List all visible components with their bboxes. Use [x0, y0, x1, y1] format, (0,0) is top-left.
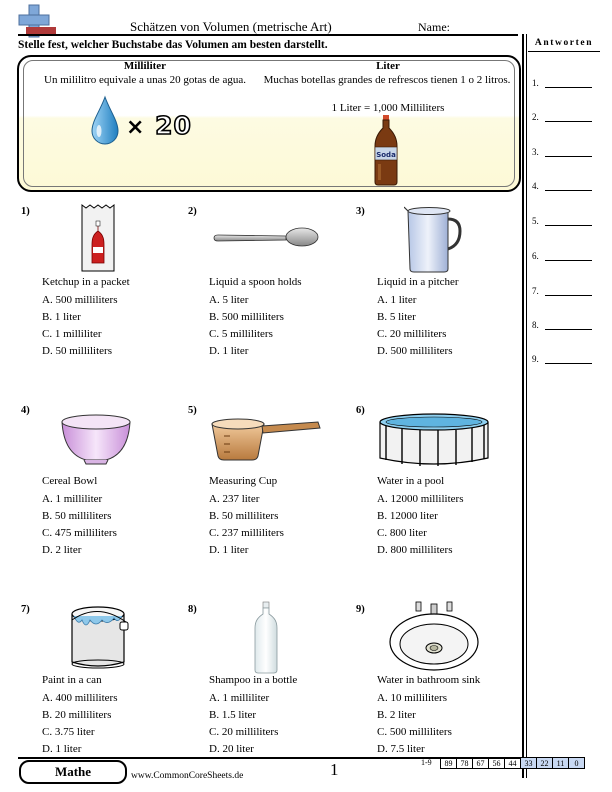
name-label: Name:: [418, 20, 450, 34]
choice-d: D. 500 milliliters: [377, 345, 453, 357]
answer-blank[interactable]: [545, 87, 592, 88]
instructions: Stelle fest, welcher Buchstabe das Volumen am besten darstellt.: [18, 39, 328, 51]
question-title: Shampoo in a bottle: [209, 674, 298, 686]
answer-blank[interactable]: [545, 329, 592, 330]
answer-number: 4.: [532, 181, 539, 191]
choice-c: C. 3.75 liter: [42, 726, 95, 738]
shampoo-bottle-icon: [252, 600, 280, 674]
question-number: 7): [21, 604, 30, 615]
choice-c: C. 500 milliliters: [377, 726, 452, 738]
choice-c: C. 20 milliliters: [377, 328, 447, 340]
question-choices: [209, 292, 284, 360]
page-title: Schätzen von Volumen (metrische Art): [130, 19, 332, 34]
question-title: Cereal Bowl: [42, 475, 98, 487]
question-choices: [377, 491, 463, 559]
answers-heading-underline: [528, 51, 600, 52]
choice-b: B. 1.5 liter: [209, 709, 257, 721]
choice-d: D. 2 liter: [42, 544, 82, 556]
sidebar-divider: [522, 34, 524, 778]
choice-b: B. 1 liter: [42, 311, 81, 323]
score-cell: 56: [489, 758, 505, 769]
answer-blank[interactable]: [545, 121, 592, 122]
answer-number: 1.: [532, 78, 539, 88]
soda-bottle-icon: [373, 114, 399, 186]
answer-blank[interactable]: [545, 295, 592, 296]
answer-blank[interactable]: [545, 190, 592, 191]
choice-d: D. 1 liter: [209, 345, 249, 357]
score-table: [440, 757, 585, 769]
question-choices: [209, 491, 284, 559]
choice-d: D. 7.5 liter: [377, 743, 425, 755]
question-choices: [42, 690, 117, 758]
bathroom-sink-icon: [388, 600, 480, 672]
question-choices: [42, 491, 117, 559]
choice-d: D. 50 milliliters: [42, 345, 112, 357]
soda-bottle-label: Soda: [376, 151, 396, 159]
question-title: Liquid a spoon holds: [209, 276, 302, 288]
question-title: Ketchup in a packet: [42, 276, 130, 288]
paint-can-icon: [68, 600, 132, 670]
choice-a: A. 10 milliliters: [377, 692, 447, 704]
question-number: 5): [188, 405, 197, 416]
question-number: 1): [21, 206, 30, 217]
answer-blank[interactable]: [545, 260, 592, 261]
choice-c: C. 237 milliliters: [209, 527, 284, 539]
answer-number: 3.: [532, 147, 539, 157]
choice-b: B. 500 milliliters: [209, 311, 284, 323]
choice-b: B. 2 liter: [377, 709, 416, 721]
choice-d: D. 20 liter: [209, 743, 254, 755]
question-title: Water in a pool: [377, 475, 445, 487]
water-drop-icon: [90, 95, 120, 147]
liter-heading: Liter: [376, 60, 400, 72]
score-cell: 44: [505, 758, 521, 769]
liter-text: Muchas botellas grandes de refrescos tienen 1 o 2 litros.: [263, 74, 511, 86]
choice-a: A. 1 liter: [377, 294, 417, 306]
choice-a: A. 237 liter: [209, 493, 260, 505]
milliliter-heading: Milliliter: [123, 60, 167, 72]
choice-c: C. 1 milliliter: [42, 328, 102, 340]
choice-c: C. 20 milliliters: [209, 726, 279, 738]
choice-a: A. 1 milliliter: [209, 692, 270, 704]
choice-b: B. 50 milliliters: [209, 510, 279, 522]
answer-blank[interactable]: [545, 363, 592, 364]
question-choices: [377, 690, 452, 758]
choice-a: A. 500 milliliters: [42, 294, 118, 306]
score-cell: 89: [441, 758, 457, 769]
question-number: 3): [356, 206, 365, 217]
answer-blank[interactable]: [545, 156, 592, 157]
choice-c: C. 475 milliliters: [42, 527, 117, 539]
measuring-cup-icon: [210, 416, 322, 462]
answer-blank[interactable]: [545, 225, 592, 226]
milliliter-text: Un mililitro equivale a unas 20 gotas de agua.: [44, 74, 246, 86]
answer-number: 7.: [532, 286, 539, 296]
question-title: Liquid in a pitcher: [377, 276, 459, 288]
question-number: 2): [188, 206, 197, 217]
question-choices: [209, 690, 278, 758]
spoon-icon: [212, 226, 320, 248]
footer-url: www.CommonCoreSheets.de: [131, 771, 244, 781]
answer-number: 5.: [532, 216, 539, 226]
choice-b: B. 20 milliliters: [42, 709, 112, 721]
ketchup-packet-icon: [80, 203, 116, 273]
question-number: 4): [21, 405, 30, 416]
question-title: Paint in a can: [42, 674, 102, 686]
pitcher-icon: [404, 205, 462, 273]
choice-a: A. 1 milliliter: [42, 493, 103, 505]
cereal-bowl-icon: [60, 410, 132, 466]
header-divider: [18, 34, 518, 36]
answers-heading: Antworten: [534, 38, 594, 48]
score-cell: 78: [457, 758, 473, 769]
score-cell: 22: [537, 758, 553, 769]
sidebar-divider-inner: [526, 34, 527, 778]
question-choices: [377, 292, 452, 360]
answer-number: 9.: [532, 354, 539, 364]
question-number: 9): [356, 604, 365, 615]
choice-b: B. 5 liter: [377, 311, 416, 323]
question-choices: [42, 292, 117, 360]
choice-a: A. 5 liter: [209, 294, 249, 306]
score-range-label: 1-9: [421, 758, 432, 767]
choice-b: B. 12000 liter: [377, 510, 438, 522]
liter-conversion: 1 Liter = 1,000 Milliliters: [331, 102, 445, 114]
choice-b: B. 50 milliliters: [42, 510, 112, 522]
question-title: Measuring Cup: [209, 475, 278, 487]
score-cell: 11: [553, 758, 569, 769]
score-cell: 33: [521, 758, 537, 769]
choice-c: C. 800 liter: [377, 527, 427, 539]
question-number: 8): [188, 604, 197, 615]
choice-d: D. 1 liter: [209, 544, 249, 556]
choice-d: D. 800 milliliters: [377, 544, 453, 556]
choice-a: A. 400 milliliters: [42, 692, 118, 704]
choice-d: D. 1 liter: [42, 743, 82, 755]
times-twenty-label: × 20: [126, 111, 192, 140]
pool-icon: [376, 410, 492, 468]
answer-number: 8.: [532, 320, 539, 330]
subject-badge: Mathe: [19, 760, 127, 784]
page-number: 1: [330, 760, 339, 779]
answer-number: 2.: [532, 112, 539, 122]
score-cell: 67: [473, 758, 489, 769]
question-title: Water in bathroom sink: [377, 674, 481, 686]
choice-a: A. 12000 milliliters: [377, 493, 464, 505]
choice-c: C. 5 milliliters: [209, 328, 273, 340]
score-cell: 0: [569, 758, 585, 769]
answer-number: 6.: [532, 251, 539, 261]
question-number: 6): [356, 405, 365, 416]
